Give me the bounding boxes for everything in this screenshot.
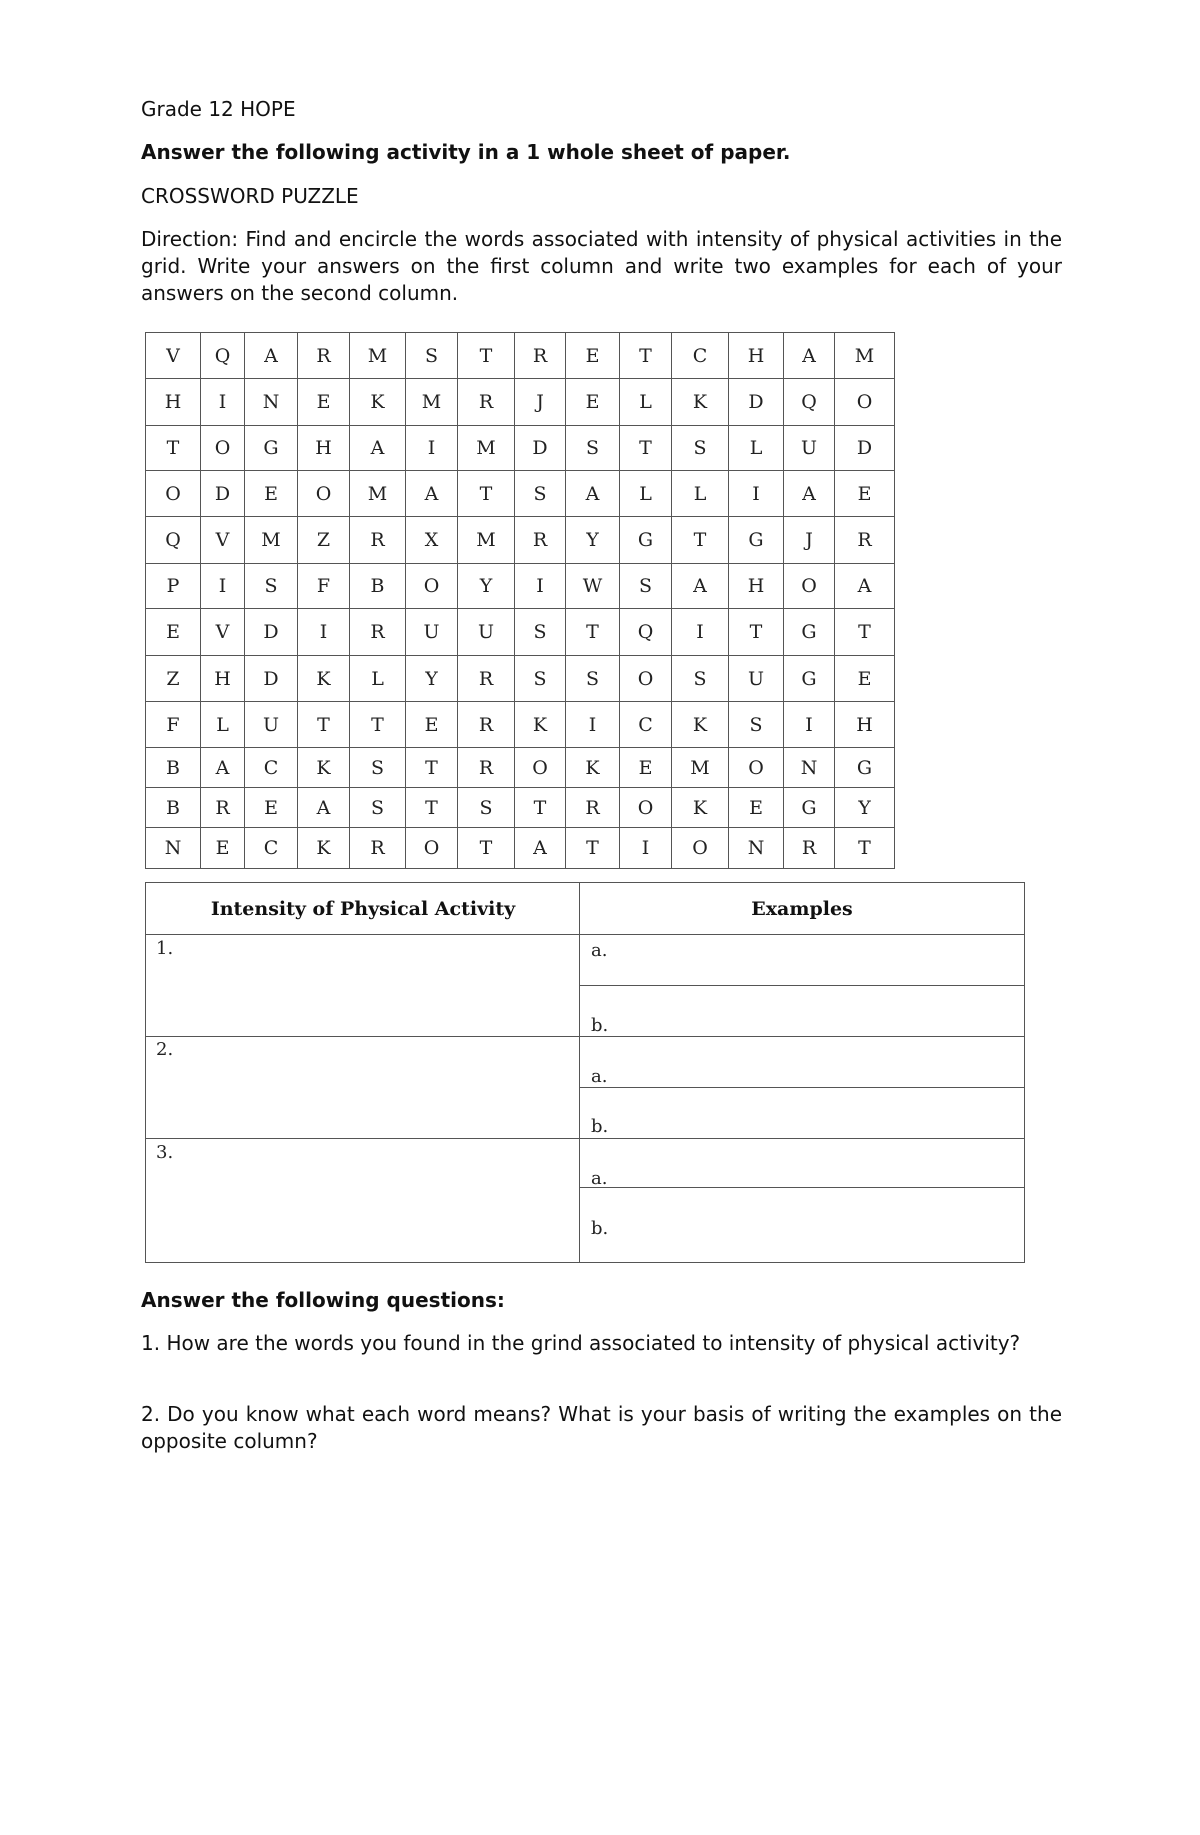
grid-cell: G [620,517,672,564]
grid-row [146,609,895,656]
grid-cell: M [350,333,406,379]
grid-cell: K [566,748,620,788]
grid-cell: R [566,788,620,828]
grid-cell: C [245,748,298,788]
header-divider [146,934,1024,935]
grid-cell: K [672,702,729,748]
grid-cell: A [784,333,835,379]
grid-cell: J [784,517,835,564]
grid-cell: A [566,471,620,517]
grid-cell: Q [620,609,672,656]
grid-cell: O [406,564,458,609]
grid-cell: M [458,517,515,564]
grid-cell: L [620,379,672,426]
grid-cell: U [458,609,515,656]
grid-cell: M [406,379,458,426]
grid-cell: P [146,564,201,609]
question-2: 2. Do you know what each word means? What is your basis of writing the examples on the opposite column? [141,1402,1062,1453]
example-a-1: a. [591,940,608,961]
grid-cell: T [406,748,458,788]
grid-cell: G [784,609,835,656]
grid-cell: S [729,702,784,748]
grid-cell: Y [458,564,515,609]
grid-cell: E [566,333,620,379]
grid-cell: J [515,379,566,426]
grid-cell: S [672,426,729,471]
example-divider [580,985,1024,986]
grid-cell: R [201,788,245,828]
grid-cell: L [672,471,729,517]
grid-cell: V [146,333,201,379]
grid-cell: M [458,426,515,471]
grid-cell: T [458,333,515,379]
grid-cell: O [406,828,458,869]
grid-cell: R [458,702,515,748]
grid-cell: Z [298,517,350,564]
grid-cell: R [458,379,515,426]
grid-cell: I [784,702,835,748]
example-b-3: b. [591,1218,609,1239]
grid-cell: A [406,471,458,517]
grid-cell: S [406,333,458,379]
instruction-text: Answer the following activity in a 1 whole sheet of paper. [141,140,791,164]
grid-cell: B [146,748,201,788]
grid-row [146,828,895,869]
row-divider [146,1138,1024,1139]
grid-cell: R [835,517,895,564]
grid-cell: F [298,564,350,609]
grid-cell: S [566,426,620,471]
grid-cell: Y [406,656,458,702]
grid-cell: H [201,656,245,702]
grid-row [146,333,895,379]
grid-cell: F [146,702,201,748]
grid-cell: G [729,517,784,564]
grid-cell: T [835,609,895,656]
grid-cell: T [515,788,566,828]
grid-cell: O [146,471,201,517]
example-b-1: b. [591,1015,609,1036]
grid-cell: R [298,333,350,379]
grid-row [146,702,895,748]
grid-cell: E [620,748,672,788]
grid-cell: X [406,517,458,564]
grid-cell: E [566,379,620,426]
grid-cell: O [515,748,566,788]
grid-cell: H [729,333,784,379]
grid-cell: Z [146,656,201,702]
grid-cell: G [784,656,835,702]
grid-row [146,788,895,828]
grid-cell: S [245,564,298,609]
grid-cell: E [298,379,350,426]
grid-cell: K [672,379,729,426]
grid-cell: I [201,564,245,609]
column-divider [579,883,580,1262]
word-search-grid [145,332,895,869]
grid-cell: T [458,828,515,869]
grid-cell: K [298,656,350,702]
grid-cell: S [458,788,515,828]
grid-cell: L [350,656,406,702]
grid-cell: A [672,564,729,609]
grid-cell: I [515,564,566,609]
grid-cell: T [835,828,895,869]
grid-cell: L [620,471,672,517]
grid-cell: C [620,702,672,748]
grid-cell: Y [566,517,620,564]
section-title: CROSSWORD PUZZLE [141,184,359,208]
example-divider [580,1087,1024,1088]
grid-cell: H [146,379,201,426]
grid-cell: N [784,748,835,788]
grid-cell: E [245,788,298,828]
grid-cell: K [298,828,350,869]
grid-row [146,517,895,564]
grid-cell: R [515,517,566,564]
grid-row [146,564,895,609]
grid-cell: A [201,748,245,788]
grid-cell: Y [835,788,895,828]
grid-cell: R [350,517,406,564]
grid-cell: K [672,788,729,828]
grid-cell: T [298,702,350,748]
grid-cell: Q [784,379,835,426]
grid-cell: S [672,656,729,702]
grid-cell: T [350,702,406,748]
grid-cell: D [515,426,566,471]
grid-cell: C [245,828,298,869]
grid-cell: K [515,702,566,748]
grid-cell: R [458,656,515,702]
grid-cell: C [672,333,729,379]
grid-cell: T [566,609,620,656]
grid-cell: I [672,609,729,656]
grid-cell: R [350,609,406,656]
grid-cell: I [620,828,672,869]
grid-cell: A [515,828,566,869]
grid-cell: S [620,564,672,609]
grid-cell: I [566,702,620,748]
grid-cell: H [729,564,784,609]
grid-cell: N [146,828,201,869]
grid-cell: M [672,748,729,788]
example-a-3: a. [591,1168,608,1189]
grid-cell: V [201,609,245,656]
grid-cell: I [729,471,784,517]
grid-cell: T [566,828,620,869]
grid-cell: U [784,426,835,471]
grid-cell: U [406,609,458,656]
grid-cell: D [729,379,784,426]
grid-cell: T [620,333,672,379]
grid-cell: D [245,656,298,702]
grid-cell: O [298,471,350,517]
grid-cell: O [620,788,672,828]
grid-cell: O [729,748,784,788]
grid-cell: W [566,564,620,609]
grid-cell: L [729,426,784,471]
questions-title: Answer the following questions: [141,1288,505,1312]
grid-cell: A [835,564,895,609]
header-examples: Examples [751,897,853,920]
grid-cell: H [835,702,895,748]
grid-cell: O [201,426,245,471]
direction-text: Direction: Find and encircle the words associated with intensity of physical activities in the grid. Write your answers on the first column and write two examples for each of your answers on the second column. [141,227,1062,305]
grid-row [146,426,895,471]
grid-cell: U [729,656,784,702]
grid-cell: K [350,379,406,426]
grid-row [146,379,895,426]
grid-cell: I [406,426,458,471]
grid-cell: R [515,333,566,379]
grid-cell: R [458,748,515,788]
answer-number-2: 2. [156,1039,174,1060]
header-intensity: Intensity of Physical Activity [210,897,516,920]
example-b-2: b. [591,1116,609,1137]
example-divider [580,1187,1024,1188]
answer-table [145,882,1025,1263]
answer-number-1: 1. [156,938,174,959]
grid-cell: E [835,471,895,517]
grid-cell: G [784,788,835,828]
grid-cell: T [458,471,515,517]
grid-cell: H [298,426,350,471]
grid-cell: T [620,426,672,471]
grid-cell: S [566,656,620,702]
grid-cell: O [620,656,672,702]
grid-cell: D [245,609,298,656]
grid-cell: Q [146,517,201,564]
grid-cell: O [835,379,895,426]
row-divider [146,1036,1024,1037]
grid-cell: I [298,609,350,656]
grid-cell: N [729,828,784,869]
grade-heading: Grade 12 HOPE [141,97,296,121]
grid-cell: B [146,788,201,828]
grid-cell: T [672,517,729,564]
grid-cell: S [515,609,566,656]
grid-cell: O [672,828,729,869]
grid-cell: E [729,788,784,828]
grid-cell: K [298,748,350,788]
grid-cell: B [350,564,406,609]
grid-cell: N [245,379,298,426]
answer-number-3: 3. [156,1142,174,1163]
grid-cell: G [245,426,298,471]
grid-cell: E [406,702,458,748]
grid-row [146,656,895,702]
grid-cell: R [350,828,406,869]
grid-cell: U [245,702,298,748]
question-1: 1. How are the words you found in the grind associated to intensity of physical activity? [141,1331,1021,1355]
example-a-2: a. [591,1066,608,1087]
grid-cell: A [350,426,406,471]
grid-cell: L [201,702,245,748]
grid-cell: I [201,379,245,426]
grid-cell: Q [201,333,245,379]
grid-cell: T [146,426,201,471]
grid-cell: T [729,609,784,656]
grid-cell: E [201,828,245,869]
grid-cell: R [784,828,835,869]
grid-cell: S [515,656,566,702]
grid-cell: M [350,471,406,517]
grid-cell: A [298,788,350,828]
grid-cell: E [835,656,895,702]
grid-cell: G [835,748,895,788]
grid-cell: S [350,788,406,828]
grid-cell: E [245,471,298,517]
grid-row [146,471,895,517]
grid-cell: M [835,333,895,379]
grid-cell: M [245,517,298,564]
grid-cell: S [515,471,566,517]
grid-cell: D [201,471,245,517]
grid-cell: D [835,426,895,471]
grid-cell: V [201,517,245,564]
grid-cell: A [784,471,835,517]
grid-row [146,748,895,788]
grid-cell: E [146,609,201,656]
grid-cell: O [784,564,835,609]
grid-cell: S [350,748,406,788]
grid-cell: A [245,333,298,379]
grid-cell: T [406,788,458,828]
